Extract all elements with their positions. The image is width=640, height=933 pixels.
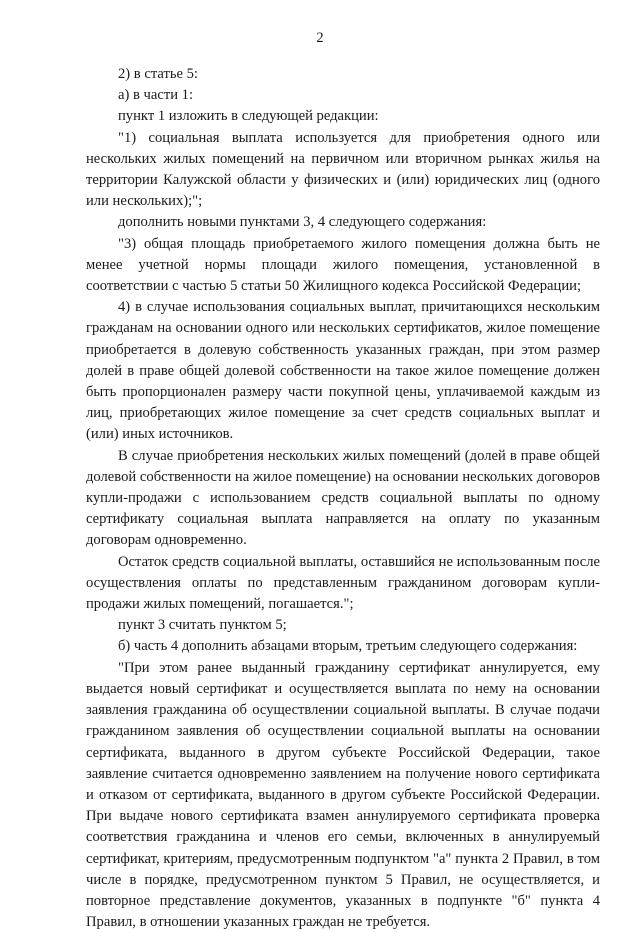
- paragraph-part-1: а) в части 1:: [118, 87, 194, 104]
- paragraph-item-1-intro: пункт 1 изложить в следующей редакции:: [118, 108, 379, 125]
- paragraph-part-4-text: "При этом ранее выданный гражданину сертификат аннулируется, ему выдается новый сертификат и осуществляется выплата по нему на основании заявления гражданина об осуществлении социальной выплаты. В случае подачи гражданином заявления об осуществлении социальной выплаты на основании сертификата, выданного в другом субъекте Российской Федерации, такое заявление считается одновременно заявлением на получение нового сертификата и отказом от сертификата, выданного в другом субъекте Российской Федерации. При выдаче нового сертификата взамен аннулируемого сертификата проверка соответствия гражданина и членов его семьи, включенных в аннулируемый сертификат, критериям, предусмотренным подпунктом "а" пункта 2 Правил, в том числе в порядке, предусмотренном пунктом 5 Правил, не осуществляется, и повторное представление документов, указанных в подпункте "б" пункта 4 Правил, в отношении указанных граждан не требуется.: [86, 659, 600, 931]
- paragraph-part-4-intro: б) часть 4 дополнить абзацами вторым, третьим следующего содержания:: [118, 638, 578, 655]
- paragraph-item-3-text: "3) общая площадь приобретаемого жилого помещения должна быть не менее учетной нормы площади жилого помещения, установленной в соответствии с частью 5 статьи 50 Жилищного кодекса Российской Федерации;: [86, 235, 600, 295]
- paragraph-multiple-premises: В случае приобретения нескольких жилых помещений (долей в праве общей долевой собственности на жилое помещение) на основании нескольких договоров купли-продажи с использованием средств социальной выплаты по одному сертификату социальная выплата направляется на оплату по указанным договорам одновременно.: [86, 447, 600, 549]
- paragraph-renumber-item-3: пункт 3 считать пунктом 5;: [118, 617, 287, 634]
- document-body: [86, 64, 600, 933]
- paragraph-add-items-intro: дополнить новыми пунктами 3, 4 следующего содержания:: [118, 214, 487, 231]
- paragraph-item-1-text: "1) социальная выплата используется для приобретения одного или нескольких жилых помещений на первичном или вторичном рынках жилья на территории Калужской области у физических и (или) юридических лиц (одного или нескольких);";: [86, 129, 600, 210]
- paragraph-article-5: 2) в статье 5:: [118, 66, 198, 82]
- page-number: 2: [316, 30, 324, 46]
- paragraph-remaining-funds: Остаток средств социальной выплаты, оставшийся не использованным после осуществления оплаты по представленным гражданином договорам купли-продажи жилых помещений, погашается.";: [86, 553, 600, 613]
- paragraph-item-4-text: 4) в случае использования социальных выплат, причитающихся нескольким гражданам на основании одного или нескольких сертификатов, жилое помещение приобретается в долевую собственность указанных граждан, при этом размер долей в праве общей долевой собственности на такое жилое помещение должен быть пропорционален размеру части покупной цены, уплачиваемой каждым из лиц, приобретающих жилое помещение за счет средств социальных выплат и (или) иных источников.: [86, 299, 600, 443]
